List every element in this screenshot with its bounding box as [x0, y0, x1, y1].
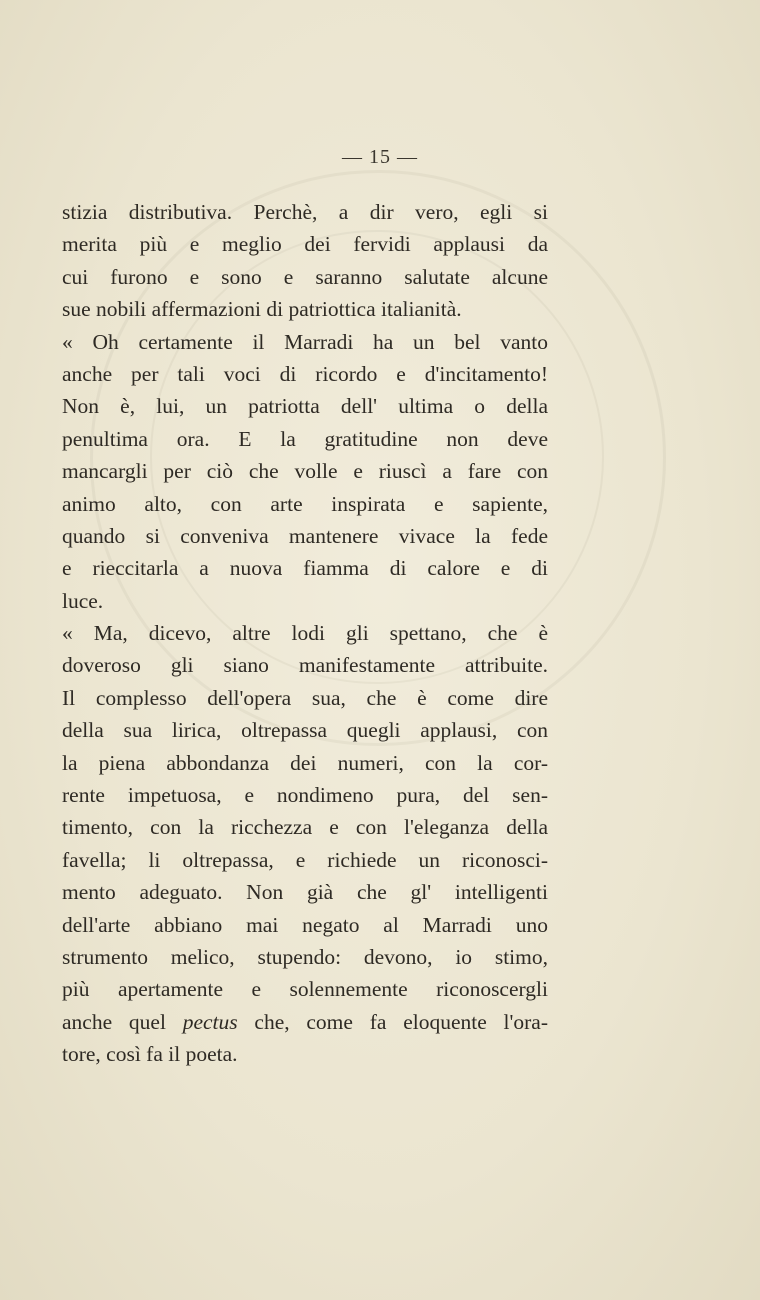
- text-line: stizia distributiva. Perchè, a dir vero, egli si: [62, 200, 548, 224]
- text-line: [62, 1006, 548, 1038]
- text-line: della sua lirica, oltrepassa quegli applausi, con: [62, 718, 548, 743]
- text-line: tore, così fa il poeta.: [62, 1042, 238, 1067]
- text-line: sue nobili affermazioni di patriottica italianità.: [62, 297, 462, 322]
- body-text: [62, 196, 548, 1071]
- text-line: anche per tali voci di ricordo e d'incitamento!: [62, 361, 548, 386]
- text-line: più apertamente e solennemente riconoscergli: [62, 977, 548, 1002]
- text-line: merita più e meglio dei fervidi applausi da: [62, 232, 548, 257]
- text-line: favella; li oltrepassa, e richiede un riconosci-: [62, 847, 548, 872]
- page-number: — 15 —: [342, 146, 418, 168]
- text-line: e rieccitarla a nuova fiamma di calore e di: [62, 556, 548, 581]
- italic-word: pectus: [182, 1009, 238, 1034]
- text-line: Non è, lui, un patriotta dell' ultima o della: [62, 394, 548, 419]
- text-line: doveroso gli siano manifestamente attribuite.: [62, 653, 548, 678]
- text-line: cui furono e sono e saranno salutate alcune: [62, 264, 548, 289]
- text-line: « Ma, dicevo, altre lodi gli spettano, che è: [62, 621, 548, 646]
- text-line: dell'arte abbiano mai negato al Marradi uno: [62, 912, 548, 937]
- text-line: timento, con la ricchezza e con l'eleganza della: [62, 815, 548, 840]
- text-line: strumento melico, stupendo: devono, io stimo,: [62, 944, 548, 969]
- text-line: la piena abbondanza dei numeri, con la cor-: [62, 750, 548, 775]
- text-line: rente impetuosa, e nondimeno pura, del sen-: [62, 783, 548, 808]
- text-line: Il complesso dell'opera sua, che è come dire: [62, 685, 548, 710]
- text-line: mento adeguato. Non già che gl' intelligenti: [62, 880, 548, 905]
- text-line: quando si conveniva mantenere vivace la fede: [62, 523, 548, 548]
- text-line: animo alto, con arte inspirata e sapiente,: [62, 491, 548, 516]
- text-line: luce.: [62, 588, 104, 613]
- text-line-segment: anche quel: [62, 1009, 166, 1034]
- text-line: mancargli per ciò che volle e riuscì a fare con: [62, 459, 548, 484]
- text-line: penultima ora. E la gratitudine non deve: [62, 426, 548, 451]
- text-line: « Oh certamente il Marradi ha un bel vanto: [62, 329, 548, 354]
- text-line-segment: che, come fa eloquente l'ora-: [237, 1009, 548, 1034]
